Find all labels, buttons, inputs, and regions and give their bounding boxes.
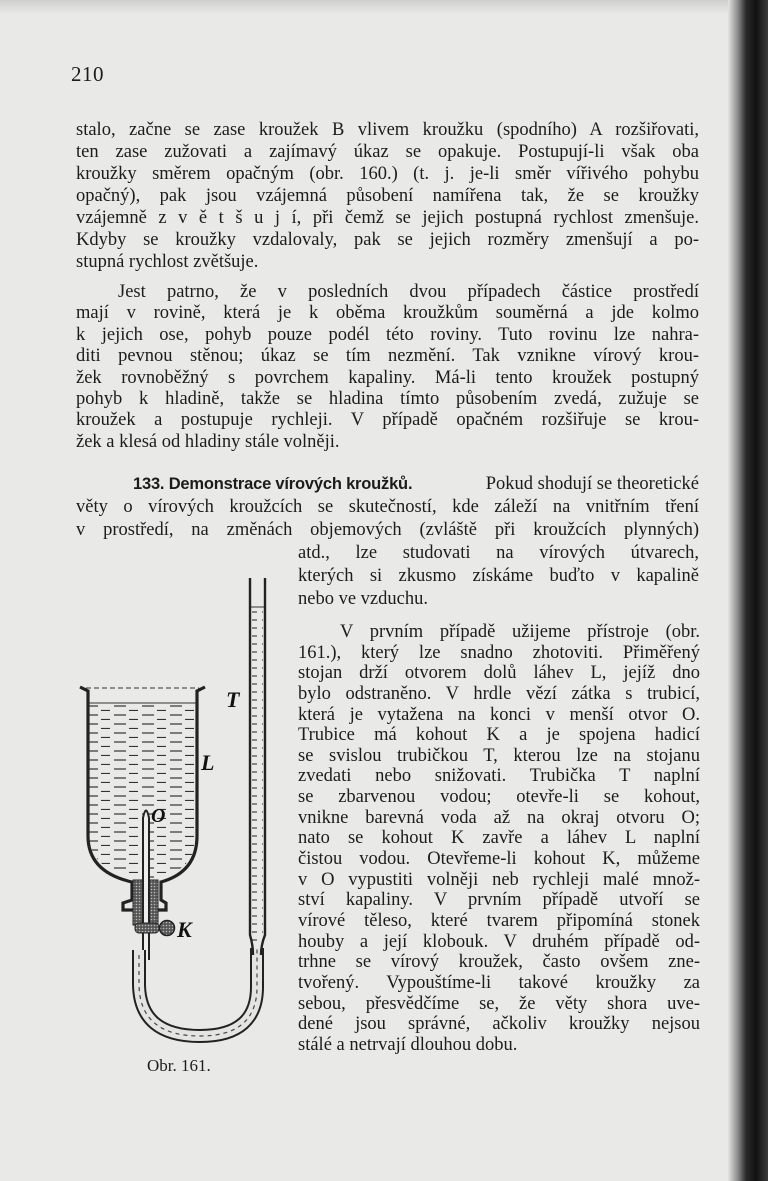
text-line: vnikne barevná voda až na okraj otvoru O; — [298, 807, 700, 828]
text-line: 161.), který lze snadno zhotoviti. Přiměřený — [298, 642, 700, 663]
figure-caption: Obr. 161. — [147, 1056, 211, 1075]
text-line: opačný), pak jsou vzájemná působení namířena tak, že se kroužky — [76, 186, 699, 206]
section-line: kterých si zkusmo získáme buďto v kapalině — [298, 566, 699, 586]
label-K: K — [177, 917, 192, 942]
section-line: v prostředí, na změnách objemových (zvláště při kroužcích plynných) — [76, 520, 699, 540]
text-line: zvedati nebo snižovati. Trubička T naplní — [298, 766, 700, 787]
text-line: v O vypustiti volněji neb rychleji malé množ- — [298, 869, 700, 890]
text-line: stojan drží otvorem dolů láhev L, jejíž dno — [298, 663, 700, 684]
text-line: pohyb k hladině, takže se hladina tímto působením zvedá, zužuje se — [76, 388, 699, 409]
text-line: sebou, přesvědčíme se, že věty shora uve- — [298, 993, 700, 1014]
text-line: diti pevnou stěnou; úkaz se tím nezmění. Tak vznikne vírový krou- — [76, 346, 699, 367]
text-line: trhne se vírový kroužek, často ovšem zne- — [298, 952, 700, 973]
text-line: kroužky směrem opačným (obr. 160.) (t. j. je-li směr vířivého pohybu — [76, 164, 699, 184]
label-L: L — [201, 750, 215, 775]
text-line: houby a její klobouk. V druhém případě od- — [298, 931, 700, 952]
text-line: dené jsou správné, ačkoliv kroužky nejsou — [298, 1014, 700, 1035]
section-line: věty o vírových kroužcích se skutečností, kde záleží na vnitřním tření — [76, 497, 699, 517]
text-line: stálé a netrvají dlouhou dobu. — [298, 1034, 518, 1055]
text-line: mají v rovině, která je k oběma kroužkům souměrná a jde kolmo — [76, 303, 699, 324]
text-line: bylo odstraněno. V hrdle vězí zátka s trubicí, — [298, 683, 700, 704]
section-line: atd., lze studovati na vírových útvarech, — [298, 543, 699, 563]
text-line: se svislou trubičkou T, kterou lze na stojanu — [298, 745, 700, 766]
label-O: O — [151, 805, 166, 827]
text-line: tvořený. Vypouštíme-li takové kroužky za — [298, 972, 700, 993]
page-number: 210 — [71, 62, 104, 86]
text-line: k jejich ose, pohyb pouze podél této roviny. Tuto rovinu lze nahra- — [76, 324, 699, 345]
label-T: T — [226, 687, 240, 712]
text-line: nato se kohout K zavře a láhev L naplní — [298, 828, 700, 849]
text-line: žek a klesá od hladiny stále volněji. — [76, 431, 340, 452]
text-line: ten zase zužovati a zajímavý úkaz se opakuje. Postupují-li však oba — [76, 142, 699, 162]
section-heading-rest: Pokud shodují se theoretické — [485, 474, 699, 494]
text-line: Trubice má kohout K a je spojena hadicí — [298, 725, 700, 746]
text-line: Kdyby se kroužky vzdalovaly, pak se jejich rozměry zmenšují a po- — [76, 230, 699, 250]
text-line: vírové těleso, které tvarem připomíná stonek — [298, 910, 700, 931]
text-line: žek rovnoběžný s povrchem kapaliny. Má-li tento kroužek postupný — [76, 367, 699, 388]
section-heading: 133. Demonstrace vírových kroužků. — [133, 475, 413, 493]
section-line: nebo ve vzduchu. — [298, 589, 428, 609]
outlet-tube — [143, 811, 149, 961]
text-line: stupná rychlost zvětšuje. — [76, 252, 259, 272]
text-line: V prvním případě užijeme přístroje (obr. — [340, 622, 700, 642]
text-line: kroužek a postupuje rychleji. V případě opačném rozšiřuje se krou- — [76, 410, 699, 431]
text-line: ství kapaliny. V prvním případě utvoří se — [298, 890, 700, 911]
text-line: která je vytažena na konci v menší otvor O. — [298, 704, 700, 725]
stopcock-K — [135, 921, 175, 936]
text-line: stalo, začne se zase kroužek B vlivem kroužku (spodního) A rozšiřovati, — [76, 120, 699, 140]
text-line: čistou vodou. Otevřeme-li kohout K, můžeme — [298, 849, 700, 870]
vertical-tube-T — [250, 578, 265, 955]
text-line: vzájemně z v ě t š u j í, při čemž se jejich postupná rychlost zmenšuje. — [76, 208, 699, 228]
text-line: se zbarvenou vodou; otevře-li se kohout, — [298, 787, 700, 808]
text-line: Jest patrno, že v posledních dvou případech částice prostředí — [118, 282, 699, 302]
